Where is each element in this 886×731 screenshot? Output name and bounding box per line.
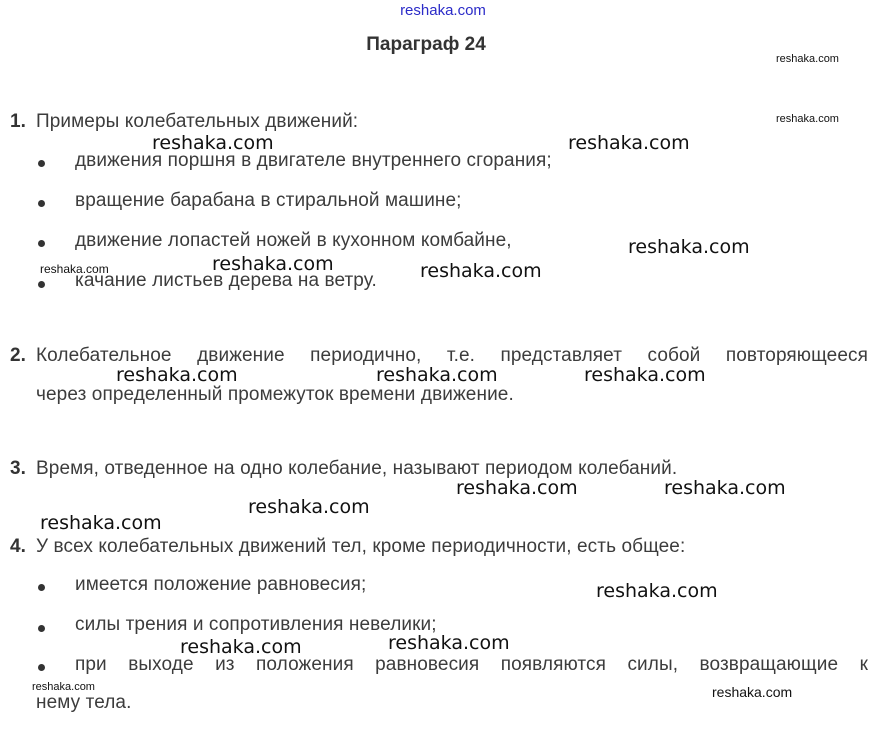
section-number: 1. bbox=[10, 111, 26, 132]
watermark: reshaka.com bbox=[596, 580, 718, 602]
section-continuation: нему тела. bbox=[36, 692, 132, 713]
watermark: reshaka.com bbox=[248, 496, 370, 518]
list-item: вращение барабана в стиральной машине; bbox=[75, 190, 462, 211]
watermark: reshaka.com bbox=[40, 512, 162, 534]
list-item: качание листьев дерева на ветру. bbox=[75, 270, 377, 291]
section-number: 2. bbox=[10, 345, 26, 366]
watermark: reshaka.com bbox=[628, 236, 750, 258]
site-link[interactable]: reshaka.com bbox=[400, 2, 486, 19]
bullet-dot bbox=[38, 160, 45, 167]
watermark: reshaka.com bbox=[116, 364, 238, 386]
section-lead: Время, отведенное на одно колебание, называют периодом колебаний. bbox=[36, 458, 678, 479]
watermark: reshaka.com bbox=[568, 132, 690, 154]
watermark: reshaka.com bbox=[212, 253, 334, 275]
section-lead: Примеры колебательных движений: bbox=[36, 111, 359, 132]
list-item: при выходе из положения равновесия появляются силы, возвращающие к bbox=[75, 654, 868, 675]
watermark: reshaka.com bbox=[712, 684, 793, 700]
watermark: reshaka.com bbox=[456, 477, 578, 499]
watermark: reshaka.com bbox=[40, 262, 109, 276]
list-item: имеется положение равновесия; bbox=[75, 574, 367, 595]
watermark: reshaka.com bbox=[776, 53, 839, 65]
bullet-dot bbox=[38, 664, 45, 671]
section-continuation: через определенный промежуток времени движение. bbox=[36, 384, 514, 405]
page-title: Параграф 24 bbox=[366, 34, 486, 55]
watermark: reshaka.com bbox=[584, 364, 706, 386]
bullet-dot bbox=[38, 240, 45, 247]
watermark: reshaka.com bbox=[388, 632, 510, 654]
list-item: движение лопастей ножей в кухонном комбайне, bbox=[75, 230, 512, 251]
bullet-dot bbox=[38, 200, 45, 207]
watermark: reshaka.com bbox=[376, 364, 498, 386]
bullet-dot bbox=[38, 625, 45, 632]
section-number: 3. bbox=[10, 458, 26, 479]
bullet-dot bbox=[38, 584, 45, 591]
watermark: reshaka.com bbox=[420, 260, 542, 282]
section-lead: Колебательное движение периодично, т.е. представляет собой повторяющееся bbox=[36, 345, 868, 366]
list-item: силы трения и сопротивления невелики; bbox=[75, 614, 437, 635]
section-number: 4. bbox=[10, 536, 26, 557]
watermark: reshaka.com bbox=[664, 477, 786, 499]
bullet-dot bbox=[38, 281, 45, 288]
watermark: reshaka.com bbox=[152, 132, 274, 154]
watermark: reshaka.com bbox=[776, 113, 839, 125]
list-item: движения поршня в двигателе внутреннего сгорания; bbox=[75, 150, 552, 171]
watermark: reshaka.com bbox=[180, 636, 302, 658]
watermark: reshaka.com bbox=[32, 681, 95, 693]
section-lead: У всех колебательных движений тел, кроме периодичности, есть общее: bbox=[36, 536, 686, 557]
